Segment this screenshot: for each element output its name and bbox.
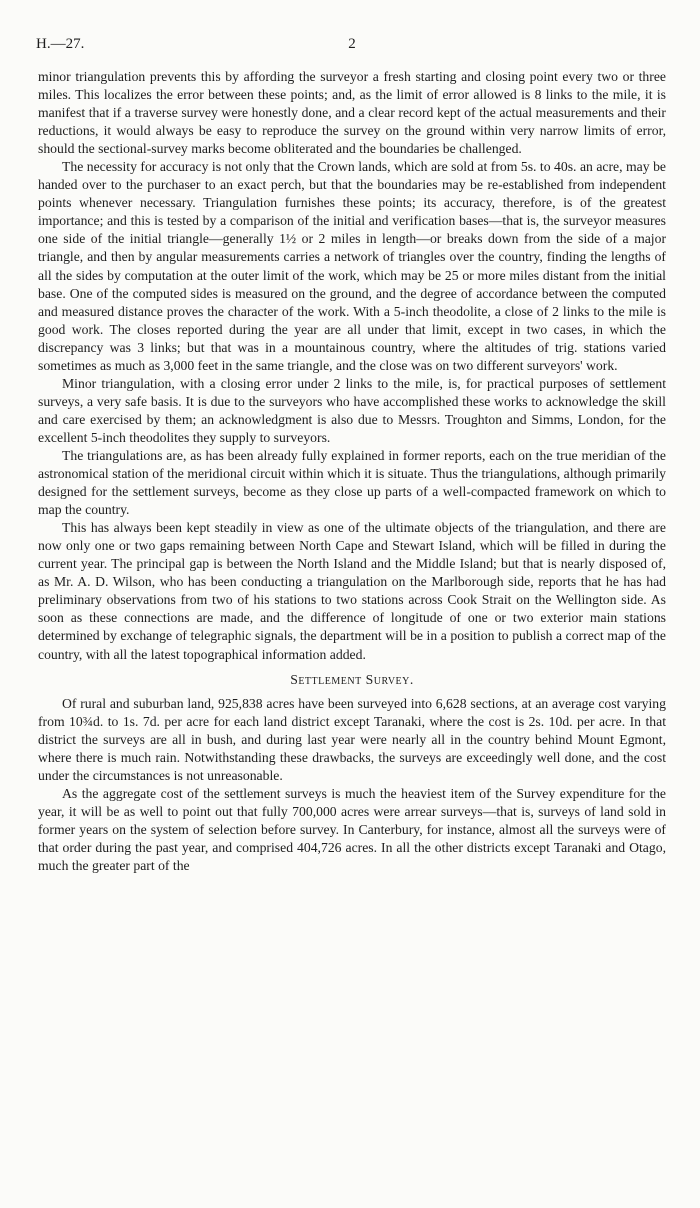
page-number: 2 bbox=[348, 36, 356, 52]
paragraph: The triangulations are, as has been already fully explained in former reports, each on the true meridian of the astronomical station of the meridional circuit within which it is situate. Thus the triangulations, although primarily designed for the settlement surveys, become as they close up parts of a well-compacted framework on which to map the country. bbox=[38, 447, 666, 518]
paragraph: The necessity for accuracy is not only that the Crown lands, which are sold at from 5s. to 40s. an acre, may be handed over to the purchaser to an exact perch, but that the boundaries may be re-established from independent points whenever necessary. Triangulation furnishes these points; its accuracy, therefore, is of the greatest importance; and this is tested by a comparison of the initial and verification bases—that is, the surveyor measures one side of the initial triangle—generally 1½ or 2 miles in length—or breaks down from the side of a major triangle, and then by angular measurements carries a network of triangles over the country, finding the lengths of all the sides by computation at the outer limit of the work, which may be 25 or more miles distant from the initial base. One of the computed sides is measured on the ground, and the degree of accordance between the computed and measured distance proves the character of the work. With a 5-inch theodolite, a close of 2 links to the mile is good work. The closes reported during the year are all under that limit, except in two cases, in which the discrepancy was 3 links; but that was in a mountainous country, where the altitudes of trig. stations varied sometimes as much as 3,000 feet in the same triangle, and the close was on two different surveyors' work. bbox=[38, 159, 666, 373]
page-header bbox=[38, 36, 666, 66]
paragraph: As the aggregate cost of the settlement surveys is much the heaviest item of the Survey expenditure for the year, it will be as well to point out that fully 700,000 acres were arrear surveys—that is, surveys of land sold in former years on the system of selection before survey. In Canterbury, for instance, almost all the surveys were of that order during the past year, and comprised 404,726 acres. In all the other districts except Taranaki and Otago, much the greater part of the bbox=[38, 785, 666, 874]
report-reference: H.—27. bbox=[36, 36, 85, 52]
paragraph: This has always been kept steadily in view as one of the ultimate objects of the triangulation, and there are now only one or two gaps remaining between North Cape and Stewart Island, which will be filled in during the current year. The principal gap is between the North Island and the Middle Island; but that is nearly disposed of, as Mr. A. D. Wilson, who has been conducting a triangulation on the Marlborough side, reports that he has had preliminary observations from two of his stations to two stations across Cook Strait on the Wellington side. As soon as these connections are made, and the difference of longitude of one or two exterior main stations determined by exchange of telegraphic signals, the department will be in a position to publish a correct map of the country, with all the latest topographical information added. bbox=[38, 520, 666, 662]
section-heading: Settlement Survey. bbox=[290, 671, 414, 687]
paragraph-continued: minor triangulation prevents this by affording the surveyor a fresh starting and closing point every two or three miles. This localizes the error between these points; and, as the limit of error allowed is 8 links to the mile, it is manifest that if a traverse survey were honestly done, and a clear record kept of the actual measurements and their reductions, it would always be easy to reproduce the survey on the ground within very narrow limits of error, should the sectional-survey marks become obliterated and the boundaries be challenged. bbox=[38, 69, 666, 157]
document-body bbox=[38, 68, 666, 875]
paragraph: Of rural and suburban land, 925,838 acres have been surveyed into 6,628 sections, at an average cost varying from 10¾d. to 1s. 7d. per acre for each land district except Taranaki, where the cost is 2s. 10d. per acre. In that district the surveys are all in bush, and during last year were nearly all in the country behind Mount Egmont, where there is much rain. Notwithstanding these drawbacks, the surveys are exceedingly well done, and the cost under the circumstances is not unreasonable. bbox=[38, 695, 666, 783]
paragraph: Minor triangulation, with a closing error under 2 links to the mile, is, for practical purposes of settlement surveys, a very safe basis. It is due to the surveyors who have accomplished these works to acknowledge the skill and care exercised by them; an acknowledgment is also due to Messrs. Troughton and Simms, London, for the excellent 5-inch theodolites they supply to surveyors. bbox=[38, 375, 666, 445]
